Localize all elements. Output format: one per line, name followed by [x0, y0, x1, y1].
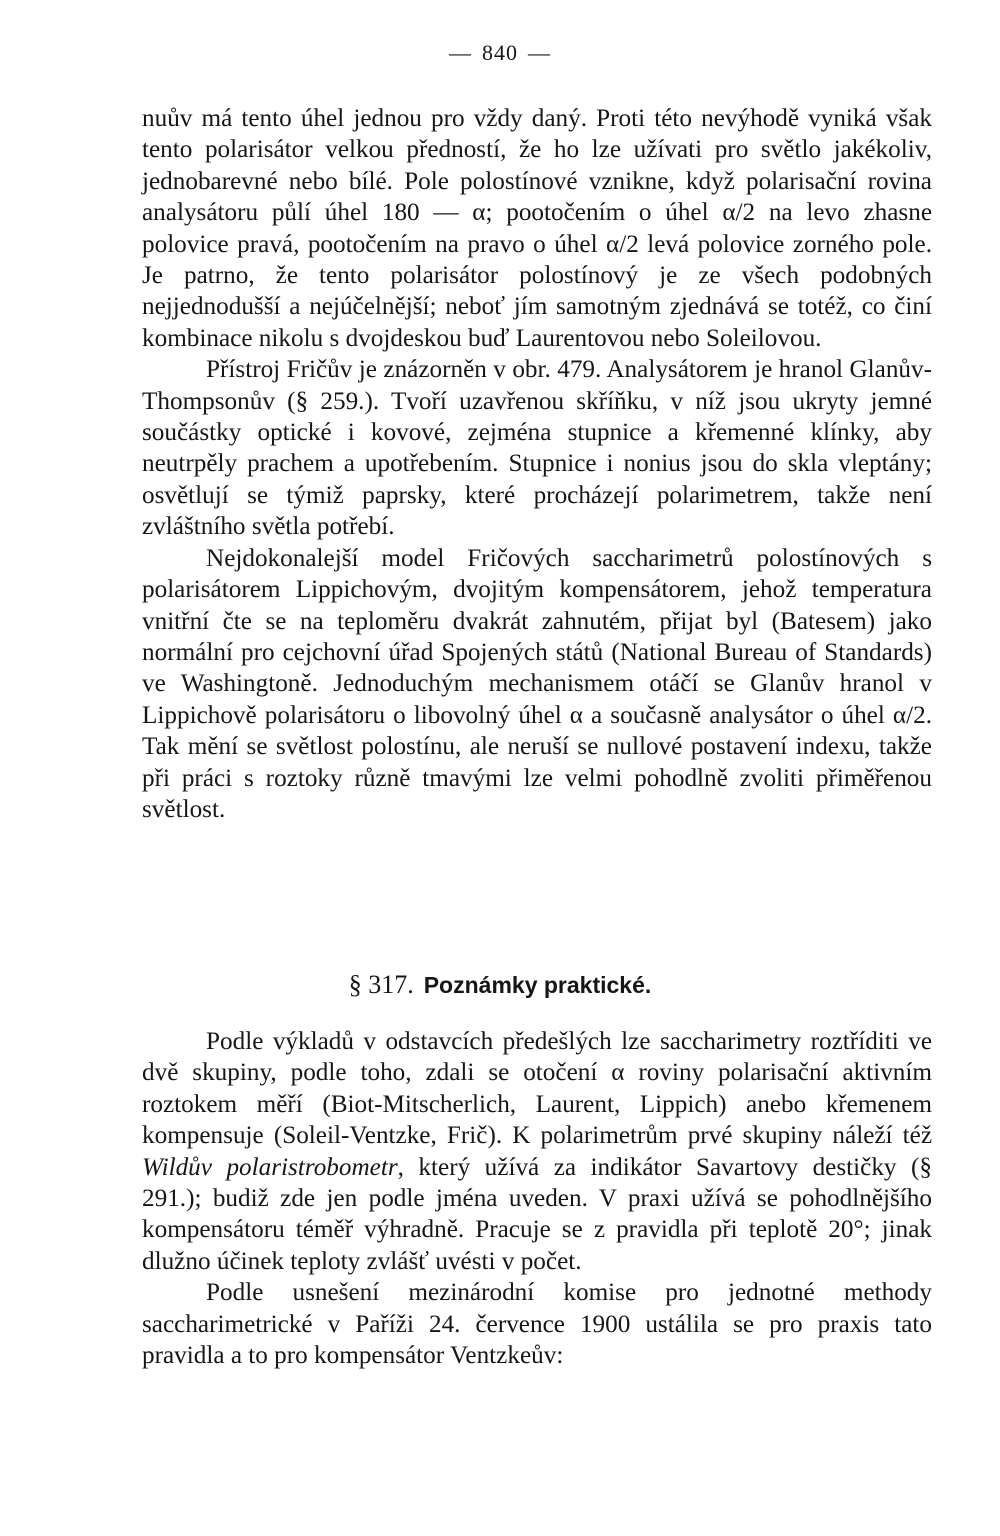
section-title: Poznámky praktické.: [423, 972, 652, 998]
paragraph-classification-italic: Wildův polaristrobometr: [142, 1153, 398, 1181]
page-number-dash-right: —: [528, 40, 551, 65]
paragraph-classification: [142, 1026, 932, 1277]
body-text-upper: [142, 103, 932, 825]
section-heading: [0, 970, 1000, 1000]
section-number: § 317.: [348, 970, 414, 999]
paragraph-fric-instrument: Přístroj Fričův je znázorněn v obr. 479. Analysátorem je hranol Glanův-Thompsonův (§ 259.). Tvoří uzavřenou skříňku, v níž jsou ukryty jemné součástky optické i kovové, zejména stupnice a křemenné klínky, aby neutrpěly prachem a upotřebením. Stupnice i nonius jsou do skla vleptány; osvětlují se týmiž paprsky, které procházejí polarimetrem, takže není zvláštního světla potřebí.: [142, 356, 932, 541]
body-text-lower: [142, 1026, 932, 1371]
page-number: [0, 40, 1000, 66]
paragraph-continued: nuův má tento úhel jednou pro vždy daný. Proti této nevýhodě vyniká však tento polarisátor velkou předností, že ho lze užívati pro světlo jakékoliv, jednobarevné nebo bílé. Pole polostínové vznikne, když polarisační rovina analysátoru půlí úhel 180 — α; pootočením o úhel α/2 na levo zhasne polovice pravá, pootočením na pravo o úhel α/2 levá polovice zorného pole. Je patrno, že tento polarisátor polostínový je ze všech podobných nejjednodušší a nejúčelnější; neboť jím samotným zjednává se totéž, co činí kombinace nikolu s dvojdeskou buď Laurentovou nebo Soleilovou.: [142, 105, 932, 352]
paragraph-classification-text-b: , který užívá za indikátor Savartovy destičky (§ 291.); budiž zde jen podle jména uveden. V praxi užívá se pohodlnějšího kompensátoru téměř výhradně. Pracuje se z pravidla při teplotě 20°; jinak dlužno účinek teploty zvlášť uvésti v počet.: [142, 1153, 932, 1275]
page-number-dash-left: —: [449, 40, 472, 65]
paragraph-fric-model: Nejdokonalejší model Fričových saccharimetrů polostínových s polarisátorem Lippichovým, dvojitým kompensátorem, jehož temperatura vnitřní čte se na teploměru dvakrát zahnutém, přijat byl (Batesem) jako normální pro cejchovní úřad Spojených států (National Bureau of Standards) ve Washingtoně. Jednoduchým mechanismem otáčí se Glanův hranol v Lippichově polarisátoru o libovolný úhel α a současně analysátor o úhel α/2. Tak mění se světlost polostínu, ale neruší se nullové postavení indexu, takže při práci s roztoky různě tmavými lze velmi pohodlně zvoliti přiměřenou světlost.: [142, 544, 932, 823]
paragraph-commission: Podle usnešení mezinárodní komise pro jednotné methody saccharimetrické v Paříži 24. července 1900 ustálila se pro praxis tato pravidla a to pro kompensátor Ventzkeův:: [142, 1279, 932, 1370]
page-number-value: 840: [482, 40, 518, 65]
paragraph-classification-text-a: Podle výkladů v odstavcích předešlých lze saccharimetry roztříditi ve dvě skupiny, podle toho, zdali se otočení α roviny polarisační aktivním roztokem měří (Biot-Mitscherlich, Laurent, Lippich) anebo křemenem kompensuje (Soleil-Ventzke, Frič). K polarimetrům prvé skupiny náleží též: [142, 1028, 932, 1150]
